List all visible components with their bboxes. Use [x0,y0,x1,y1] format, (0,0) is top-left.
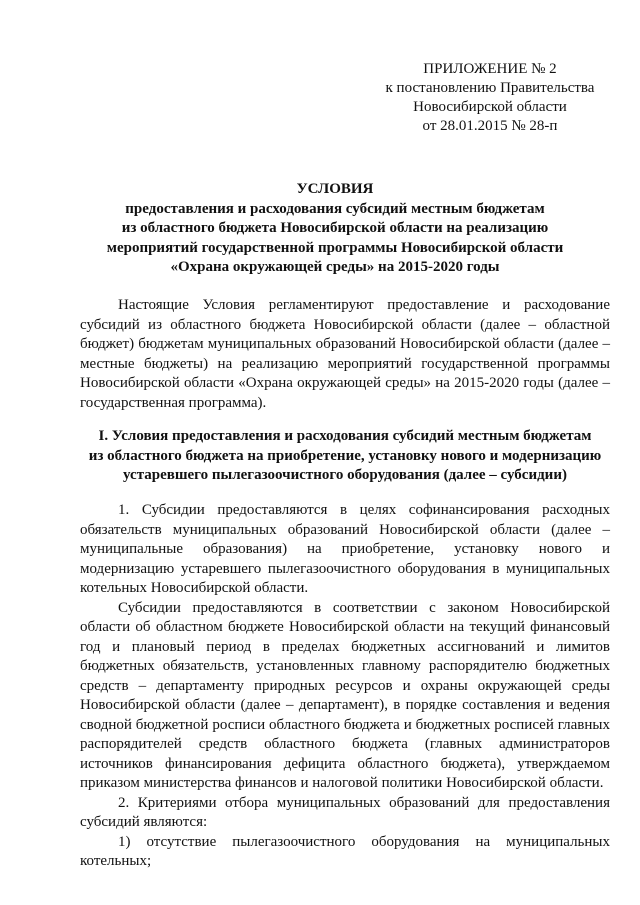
title-line: предоставления и расходования субсидий местным бюджетам [125,200,545,217]
appendix-date: от 28.01.2015 № 28-п [422,118,558,134]
intro-section [80,296,610,413]
paragraph: 2. Критериями отбора муниципальных образований для предоставления субсидий являются: [80,794,610,830]
section-heading [80,427,610,486]
section-heading-line: I. Условия предоставления и расходования субсидий местным бюджетам [98,428,592,444]
title-heading: УСЛОВИЯ [296,181,374,197]
appendix-header [380,60,600,136]
title-line: из областного бюджета Новосибирской области на реализацию [121,220,549,236]
title-line: «Охрана окружающей среды» на 2015-2020 годы [170,259,500,275]
paragraph: 1) отсутствие пылегазоочистного оборудования на муниципальных котельных; [80,833,610,869]
paragraph: 1. Субсидии предоставляются в целях софинансирования расходных обязательств муниципальных образований Новосибирской области (далее – муниципальные образования) на приобретение, установку нового и модернизацию устаревшего пылегазоочистного оборудования в муниципальных котельных Новосибирской области. [80,502,610,596]
appendix-region: Новосибирской области [413,99,567,115]
intro-paragraph: Настоящие Условия регламентируют предоставление и расходование субсидий из областного бюджета Новосибирской области (далее – областной бюджет) бюджетам муниципальных образований Новосибирской области (далее – местные бюджеты) на реализацию мероприятий государственной программы Новосибирской области «Охрана окружающей среды» на 2015-2020 годы (далее – государственная программа). [80,297,610,411]
section-heading-line: из областного бюджета на приобретение, установку нового и модернизацию [88,447,602,464]
document-title [80,180,590,278]
paragraph: Субсидии предоставляются в соответствии с законом Новосибирской области об областном бюджете Новосибирской области на текущий финансовый год и плановый период в пределах бюджетных ассигнований и лимитов бюджетных обязательств, установленных главному распорядителю бюджетных средств – департаменту природных ресурсов и охраны окружающей среды Новосибирской области (далее – департамент), в порядке составления и ведения сводной бюджетной росписи областного бюджета и бюджетных росписей главных распорядителей средств областного бюджета (главных администраторов источников финансирования дефицита областного бюджета), утверждаемом приказом министерства финансов и налоговой политики Новосибирской области. [80,599,610,791]
appendix-number: ПРИЛОЖЕНИЕ № 2 [423,61,557,77]
appendix-reference: к постановлению Правительства [385,80,595,96]
section-heading-line: устаревшего пылегазоочистного оборудования (далее – субсидии) [123,467,567,483]
section-body [80,501,610,872]
title-line: мероприятий государственной программы Новосибирской области [106,239,564,256]
